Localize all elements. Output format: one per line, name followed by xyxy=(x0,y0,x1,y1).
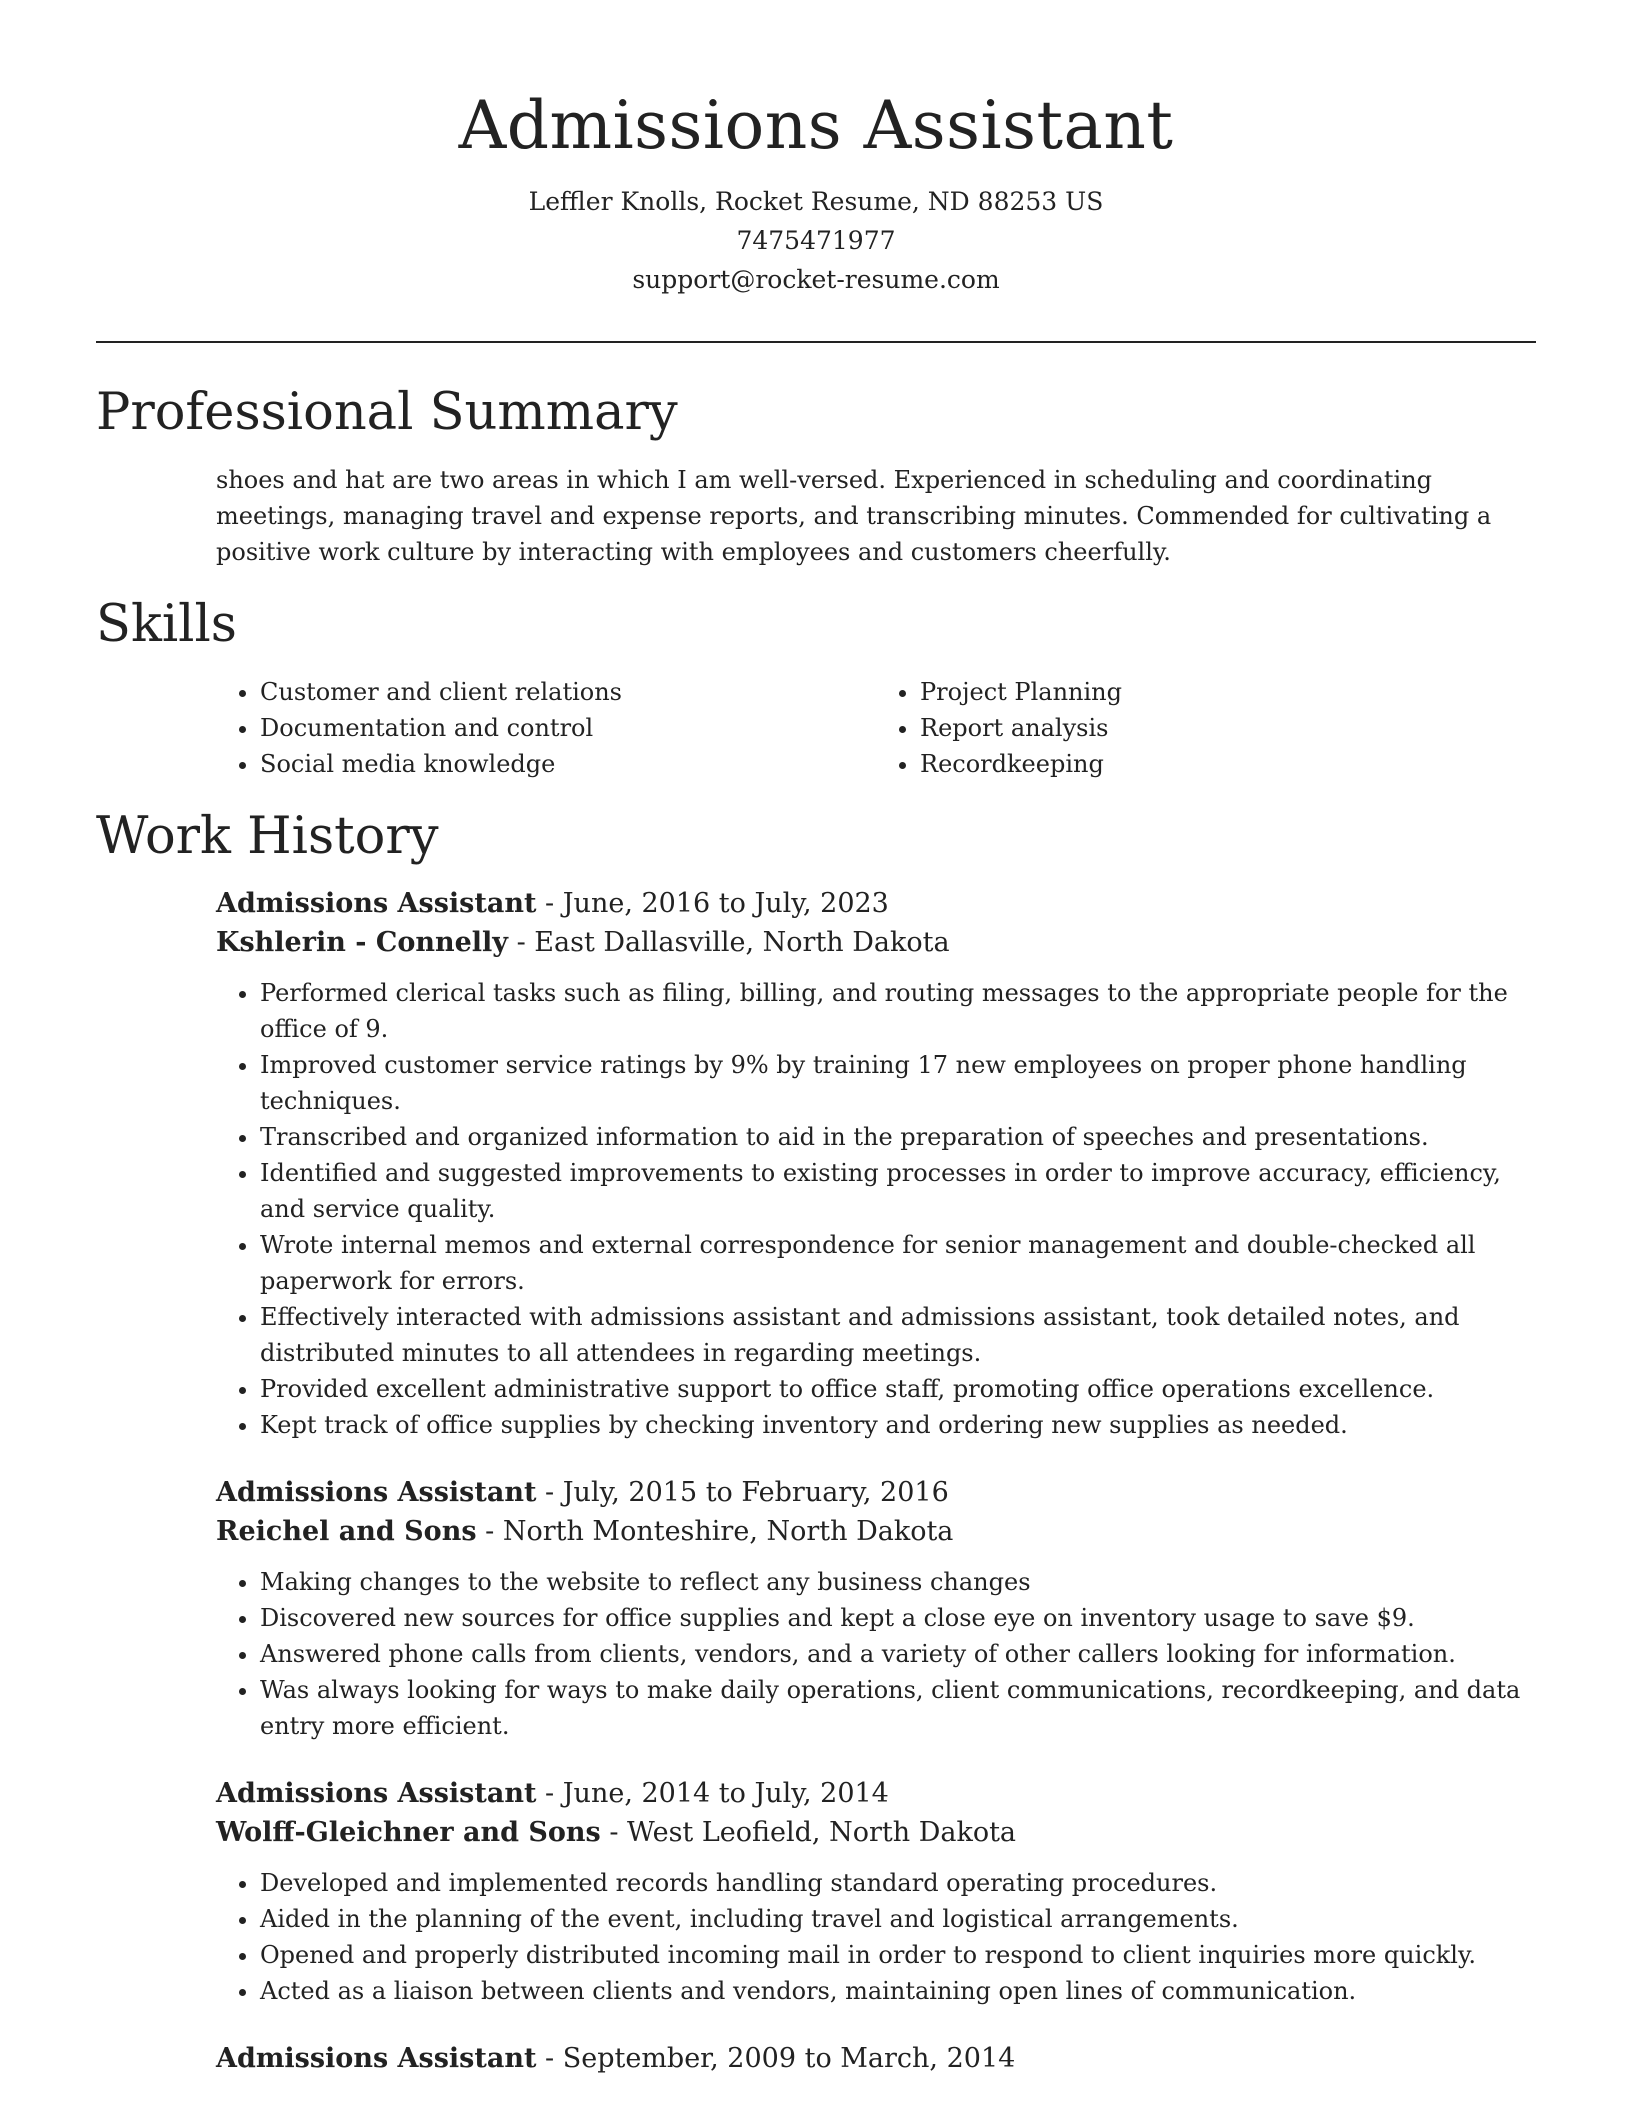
skills-heading: Skills xyxy=(96,595,237,654)
skills-column-left xyxy=(216,674,876,782)
job-company-line: Reichel and Sons - North Monteshire, North Dakota xyxy=(216,1516,954,1547)
job-company-line: Wolff-Gleichner and Sons - West Leofield, North Dakota xyxy=(216,1817,1017,1848)
skill-item: • Report analysis xyxy=(920,710,1536,746)
header-divider xyxy=(96,341,1536,343)
summary-text: shoes and hat are two areas in which I am well-versed. Experienced in scheduling and coordinating meetings, managing travel and expense reports, and transcribing minutes. Commended for cultivating a positive work culture by interacting with employees and customers cheerfully. xyxy=(216,466,1492,566)
job-company-line: Kshlerin - Connelly - East Dallasville, North Dakota xyxy=(216,927,950,958)
summary-heading: Professional Summary xyxy=(96,383,678,442)
job-bullet: • Performed clerical tasks such as filing, billing, and routing messages to the appropriate people for the office of 9. xyxy=(260,975,1536,1047)
job-entry xyxy=(216,884,1536,1443)
contact-email: support@rocket-resume.com xyxy=(632,265,1000,294)
job-dates: September, 2009 to March, 2014 xyxy=(562,2043,1016,2074)
skill-item: • Documentation and control xyxy=(260,710,876,746)
job-bullet: • Wrote internal memos and external correspondence for senior management and double-checked all paperwork for errors. xyxy=(260,1227,1536,1299)
job-dates: June, 2016 to July, 2023 xyxy=(562,888,889,919)
job-dates: July, 2015 to February, 2016 xyxy=(562,1477,949,1508)
job-title-line: Admissions Assistant - June, 2016 to July, 2023 xyxy=(216,888,889,919)
job-title-line: Admissions Assistant - September, 2009 to March, 2014 xyxy=(216,2043,1016,2074)
resume-header xyxy=(0,80,1632,299)
job-bullet: • Making changes to the website to reflect any business changes xyxy=(260,1564,1536,1600)
skill-item: • Project Planning xyxy=(920,674,1536,710)
job-bullets xyxy=(216,975,1536,1443)
job-bullet: • Was always looking for ways to make daily operations, client communications, recordkeeping, and data entry more efficient. xyxy=(260,1672,1536,1744)
work-history xyxy=(216,884,1536,2108)
job-bullet: • Acted as a liaison between clients and vendors, maintaining open lines of communication. xyxy=(260,1973,1536,2009)
skills-list xyxy=(216,674,1536,782)
job-bullet: • Developed and implemented records handling standard operating procedures. xyxy=(260,1865,1536,1901)
job-bullet: • Discovered new sources for office supplies and kept a close eye on inventory usage to save $9. xyxy=(260,1600,1536,1636)
job-location: West Leofield, North Dakota xyxy=(627,1817,1017,1848)
job-title-line: Admissions Assistant - July, 2015 to February, 2016 xyxy=(216,1477,949,1508)
skills-column-right xyxy=(876,674,1536,782)
job-title: Admissions Assistant xyxy=(216,2043,537,2074)
contact-info xyxy=(0,182,1632,299)
job-bullets xyxy=(216,1865,1536,2009)
job-dates: June, 2014 to July, 2014 xyxy=(562,1778,889,1809)
work-history-heading: Work History xyxy=(96,807,439,866)
job-company: Wolff-Gleichner and Sons xyxy=(216,1817,601,1848)
job-bullet: • Kept track of office supplies by checking inventory and ordering new supplies as needed. xyxy=(260,1407,1536,1443)
skill-item: • Recordkeeping xyxy=(920,746,1536,782)
contact-address: Leffler Knolls, Rocket Resume, ND 88253 US xyxy=(528,187,1104,216)
job-bullet: • Identified and suggested improvements to existing processes in order to improve accuracy, efficiency, and service quality. xyxy=(260,1155,1536,1227)
job-title: Admissions Assistant xyxy=(216,1477,537,1508)
job-company: Kshlerin - Connelly xyxy=(216,927,508,958)
job-title-line: Admissions Assistant - June, 2014 to July, 2014 xyxy=(216,1778,889,1809)
job-entry xyxy=(216,1774,1536,2009)
job-title: Admissions Assistant xyxy=(216,888,537,919)
job-bullet: • Transcribed and organized information to aid in the preparation of speeches and presentations. xyxy=(260,1119,1536,1155)
job-title: Admissions Assistant xyxy=(216,1778,537,1809)
job-location: North Monteshire, North Dakota xyxy=(502,1516,954,1547)
job-bullet: • Aided in the planning of the event, including travel and logistical arrangements. xyxy=(260,1901,1536,1937)
job-company: Reichel and Sons xyxy=(216,1516,477,1547)
job-bullet: • Improved customer service ratings by 9% by training 17 new employees on proper phone handling techniques. xyxy=(260,1047,1536,1119)
job-location: East Dallasville, North Dakota xyxy=(534,927,950,958)
resume-title: Admissions Assistant xyxy=(458,87,1174,164)
skill-item: • Customer and client relations xyxy=(260,674,876,710)
job-bullet: • Answered phone calls from clients, vendors, and a variety of other callers looking for information. xyxy=(260,1636,1536,1672)
job-bullet: • Opened and properly distributed incoming mail in order to respond to client inquiries more quickly. xyxy=(260,1937,1536,1973)
job-entry xyxy=(216,1473,1536,1744)
contact-phone: 7475471977 xyxy=(736,226,896,255)
job-bullet: • Effectively interacted with admissions assistant and admissions assistant, took detailed notes, and distributed minutes to all attendees in regarding meetings. xyxy=(260,1299,1536,1371)
skill-item: • Social media knowledge xyxy=(260,746,876,782)
job-entry xyxy=(216,2039,1536,2078)
job-bullets xyxy=(216,1564,1536,1744)
job-bullet: • Provided excellent administrative support to office staff, promoting office operations excellence. xyxy=(260,1371,1536,1407)
